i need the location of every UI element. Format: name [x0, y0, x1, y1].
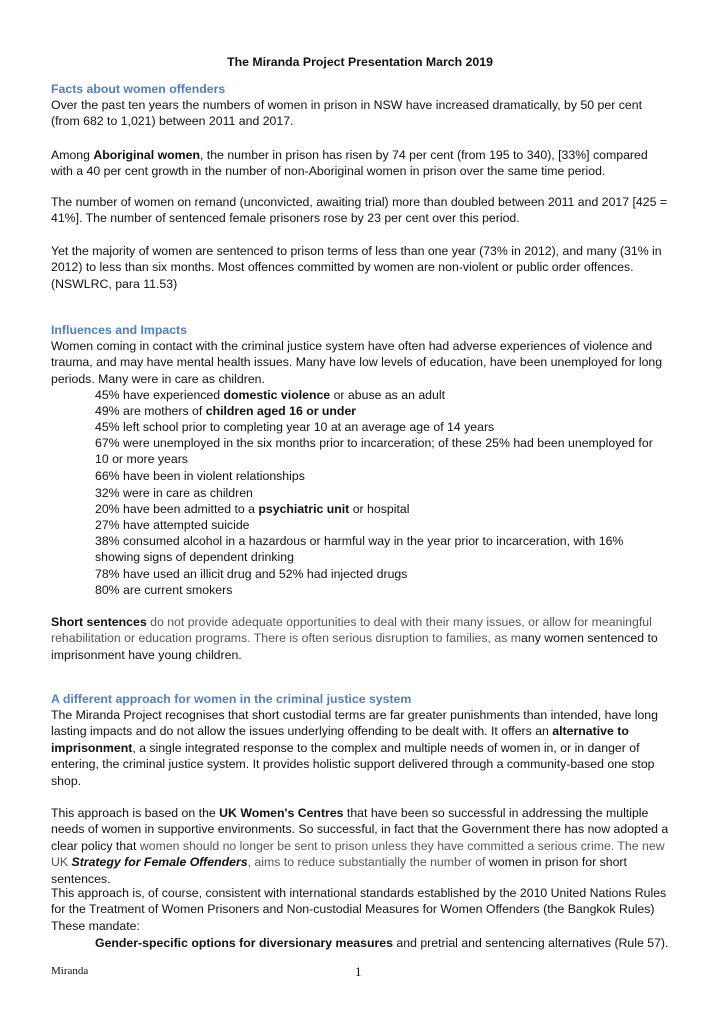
list-item: 67% were unemployed in the six months prior to incarceration; of these 25% had been unemployed for 10 or more years: [95, 436, 653, 467]
list-item: 45% have experienced domestic violence or abuse as an adult: [95, 388, 446, 402]
facts-paragraph-4: Yet the majority of women are sentenced to prison terms of less than one year (73% in 2012), and many (31% in 2012) to less than six months. Most offences committed by women are non-violent or public order offences. (NSWLRC, para 11.53): [51, 244, 662, 291]
approach-paragraph-1: The Miranda Project recognises that short custodial terms are far greater punishments than intended, have long lasting impacts and do not allow the issues underlying offending to be dealt with. It offers an alternative to imprisonment, a single integrated response to the complex and multiple needs of women in, or in danger of entering, the criminal justice system. It provides holistic support delivered through a community-based one stop shop.: [51, 708, 658, 788]
rule-57-item: Gender-specific options for diversionary measures and pretrial and sentencing alternatives (Rule 57).: [95, 936, 669, 950]
page-number: 1: [355, 964, 362, 979]
list-item: 80% are current smokers: [95, 583, 233, 597]
facts-paragraph-2: Among Aboriginal women, the number in prison has risen by 74 per cent (from 195 to 340), [33%] compared with a 40 per cent growth in the number of non-Aboriginal women in prison over the same time period.: [51, 148, 648, 179]
heading-facts: Facts about women offenders: [51, 82, 226, 96]
approach-paragraph-2: This approach is based on the UK Women's Centres that have been so successful in addressing the multiple needs of women in supportive environments. So successful, in fact that the Government there has now adopted a clear policy that women should no longer be sent to prison unless they have committed a serious crime. The new UK Strategy for Female Offenders, aims to reduce substantially the number of women in prison for short sentences.: [51, 806, 669, 886]
heading-different-approach: A different approach for women in the criminal justice system: [51, 692, 412, 706]
list-item: 66% have been in violent relationships: [95, 469, 305, 483]
influences-intro: Women coming in contact with the criminal justice system have often had adverse experiences of violence and trauma, and may have mental health issues. Many have low levels of education, have been unemployed for long periods. Many were in care as children.: [51, 339, 663, 386]
approach-paragraph-3: This approach is, of course, consistent with international standards established by the 2010 United Nations Rules for the Treatment of Women Prisoners and Non-custodial Measures for Women Offenders (the Bangkok Rules) These mandate:: [51, 886, 667, 933]
short-sentences-paragraph: Short sentences do not provide adequate opportunities to deal with their many issues, or allow for meaningful rehabilitation or education programs. There is often serious disruption to families, as many women sentenced to imprisonment have young children.: [51, 615, 658, 662]
list-item: 78% have used an illicit drug and 52% had injected drugs: [95, 567, 408, 581]
list-item: 27% have attempted suicide: [95, 518, 250, 532]
document-title: The Miranda Project Presentation March 2019: [227, 55, 493, 69]
list-item: 49% are mothers of children aged 16 or under: [95, 404, 357, 418]
heading-influences: Influences and Impacts: [51, 323, 187, 337]
facts-paragraph-3: The number of women on remand (unconvicted, awaiting trial) more than doubled between 2011 and 2017 [425 = 41%]. The number of sentenced female prisoners rose by 23 per cent over this period.: [51, 195, 668, 226]
footer-label: Miranda: [51, 965, 89, 977]
list-item: 20% have been admitted to a psychiatric unit or hospital: [95, 502, 410, 516]
list-item: 38% consumed alcohol in a hazardous or harmful way in the year prior to incarceration, with 16% showing signs of dependent drinking: [95, 534, 624, 565]
list-item: 45% left school prior to completing year 10 at an average age of 14 years: [95, 420, 495, 434]
list-item: 32% were in care as children: [95, 486, 253, 500]
facts-paragraph-1: Over the past ten years the numbers of women in prison in NSW have increased dramatically, by 50 per cent (from 682 to 1,021) between 2011 and 2017.: [51, 98, 642, 129]
